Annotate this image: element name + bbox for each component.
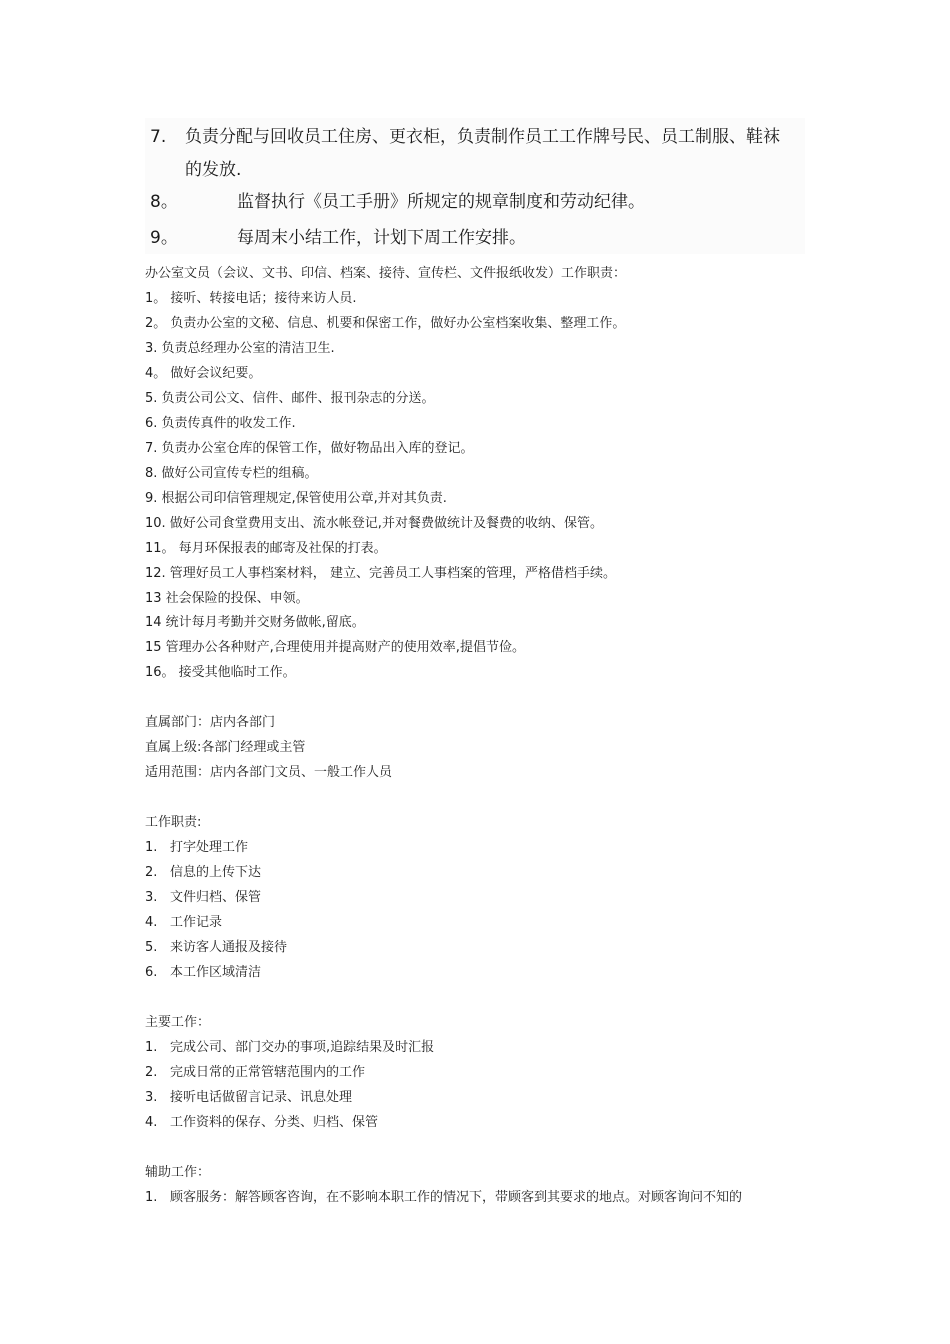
item-text: 打字处理工作: [170, 840, 249, 855]
office-clerk-item: 3. 负责总经理办公室的清洁卫生.: [145, 341, 335, 356]
duty-list-item: [145, 939, 287, 957]
item-number: 1.: [145, 1040, 158, 1055]
item-number: 6.: [145, 965, 158, 980]
duty-item-7-continuation: [145, 154, 805, 186]
item-number: 7.: [150, 127, 167, 147]
office-clerk-item: 12. 管理好员工人事档案材料， 建立、完善员工人事档案的管理，严格借档手续。: [145, 566, 616, 581]
item-number: 4.: [145, 915, 158, 930]
main-work-item: [145, 1064, 365, 1082]
duty-item-9: [145, 220, 805, 254]
duty-item-8: [145, 186, 805, 220]
duties-heading: 工作职责:: [145, 815, 202, 830]
duty-list-item: [145, 914, 222, 932]
item-text: 完成公司、部门交办的事项,追踪结果及时汇报: [170, 1040, 435, 1055]
item-number: 1.: [145, 840, 158, 855]
office-clerk-item: 11。 每月环保报表的邮寄及社保的打表。: [145, 541, 387, 556]
item-number: 3.: [145, 1090, 158, 1105]
office-clerk-item: 5. 负责公司公文、信件、邮件、报刊杂志的分送。: [145, 391, 435, 406]
office-clerk-item: 6. 负责传真件的收发工作.: [145, 416, 296, 431]
office-clerk-item: 14 统计每月考勤并交财务做帐,留底。: [145, 615, 365, 630]
item-number: 8。: [150, 192, 178, 212]
duty-list-item: [145, 839, 248, 857]
item-number: 9。: [150, 228, 178, 248]
office-clerk-item: 1。 接听、转接电话；接待来访人员.: [145, 291, 357, 306]
item-text: 监督执行《员工手册》所规定的规章制度和劳动纪律。: [237, 192, 645, 212]
item-text: 工作记录: [170, 915, 223, 930]
item-number: 4.: [145, 1115, 158, 1130]
item-text: 负责分配与回收员工住房、更衣柜，负责制作员工工作牌号民、员工制服、鞋袜: [185, 127, 780, 147]
item-number: 2.: [145, 1065, 158, 1080]
direct-superior: 直属上级:各部门经理或主管: [145, 740, 306, 755]
main-work-heading: 主要工作：: [145, 1015, 211, 1030]
aux-work-heading: 辅助工作：: [145, 1165, 211, 1180]
office-clerk-item: 10. 做好公司食堂费用支出、流水帐登记,并对餐费做统计及餐费的收纳、保管。: [145, 516, 603, 531]
duty-item-7: [145, 118, 805, 154]
office-clerk-item: 7. 负责办公室仓库的保管工作，做好物品出入库的登记。: [145, 441, 474, 456]
item-number: 1.: [145, 1190, 158, 1205]
applicable-scope: 适用范围：店内各部门文员、一般工作人员: [145, 765, 393, 780]
item-text: 来访客人通报及接待: [170, 940, 288, 955]
item-text: 本工作区域清洁: [170, 965, 262, 980]
office-clerk-item: 9. 根据公司印信管理规定,保管使用公章,并对其负责.: [145, 491, 447, 506]
item-text: 每周末小结工作，计划下周工作安排。: [237, 228, 526, 248]
item-text: 接听电话做留言记录、讯息处理: [170, 1090, 353, 1105]
item-text: 的发放.: [185, 160, 242, 180]
item-number: 3.: [145, 890, 158, 905]
office-clerk-item: 4。 做好会议纪要。: [145, 366, 262, 381]
item-text: 工作资料的保存、分类、归档、保管: [170, 1115, 379, 1130]
item-text: 顾客服务：解答顾客咨询，在不影响本职工作的情况下，带顾客到其要求的地点。对顾客询问不知的: [170, 1190, 743, 1205]
item-text: 信息的上传下达: [170, 865, 262, 880]
duty-list-item: [145, 864, 261, 882]
office-clerk-item: 2。 负责办公室的文秘、信息、机要和保密工作，做好办公室档案收集、整理工作。: [145, 316, 626, 331]
office-clerk-item: 8. 做好公司宣传专栏的组稿。: [145, 466, 318, 481]
main-work-item: [145, 1089, 352, 1107]
item-text: 完成日常的正常管辖范围内的工作: [170, 1065, 366, 1080]
item-number: 5.: [145, 940, 158, 955]
item-text: 文件归档、保管: [170, 890, 262, 905]
duty-list-item: [145, 889, 261, 907]
office-clerk-heading: 办公室文员（会议、文书、印信、档案、接待、宣传栏、文件报纸收发）工作职责：: [145, 266, 627, 281]
direct-department: 直属部门：店内各部门: [145, 715, 276, 730]
top-duties-block: [145, 118, 805, 254]
office-clerk-item: 13 社会保险的投保、申领。: [145, 591, 309, 606]
item-number: 2.: [145, 865, 158, 880]
office-clerk-item: 16。 接受其他临时工作。: [145, 665, 296, 680]
office-clerk-item: 15 管理办公各种财产,合理使用并提高财产的使用效率,提倡节俭。: [145, 640, 525, 655]
main-work-item: [145, 1039, 434, 1057]
main-work-item: [145, 1114, 378, 1132]
duty-list-item: [145, 964, 261, 982]
aux-work-item: [145, 1189, 742, 1207]
